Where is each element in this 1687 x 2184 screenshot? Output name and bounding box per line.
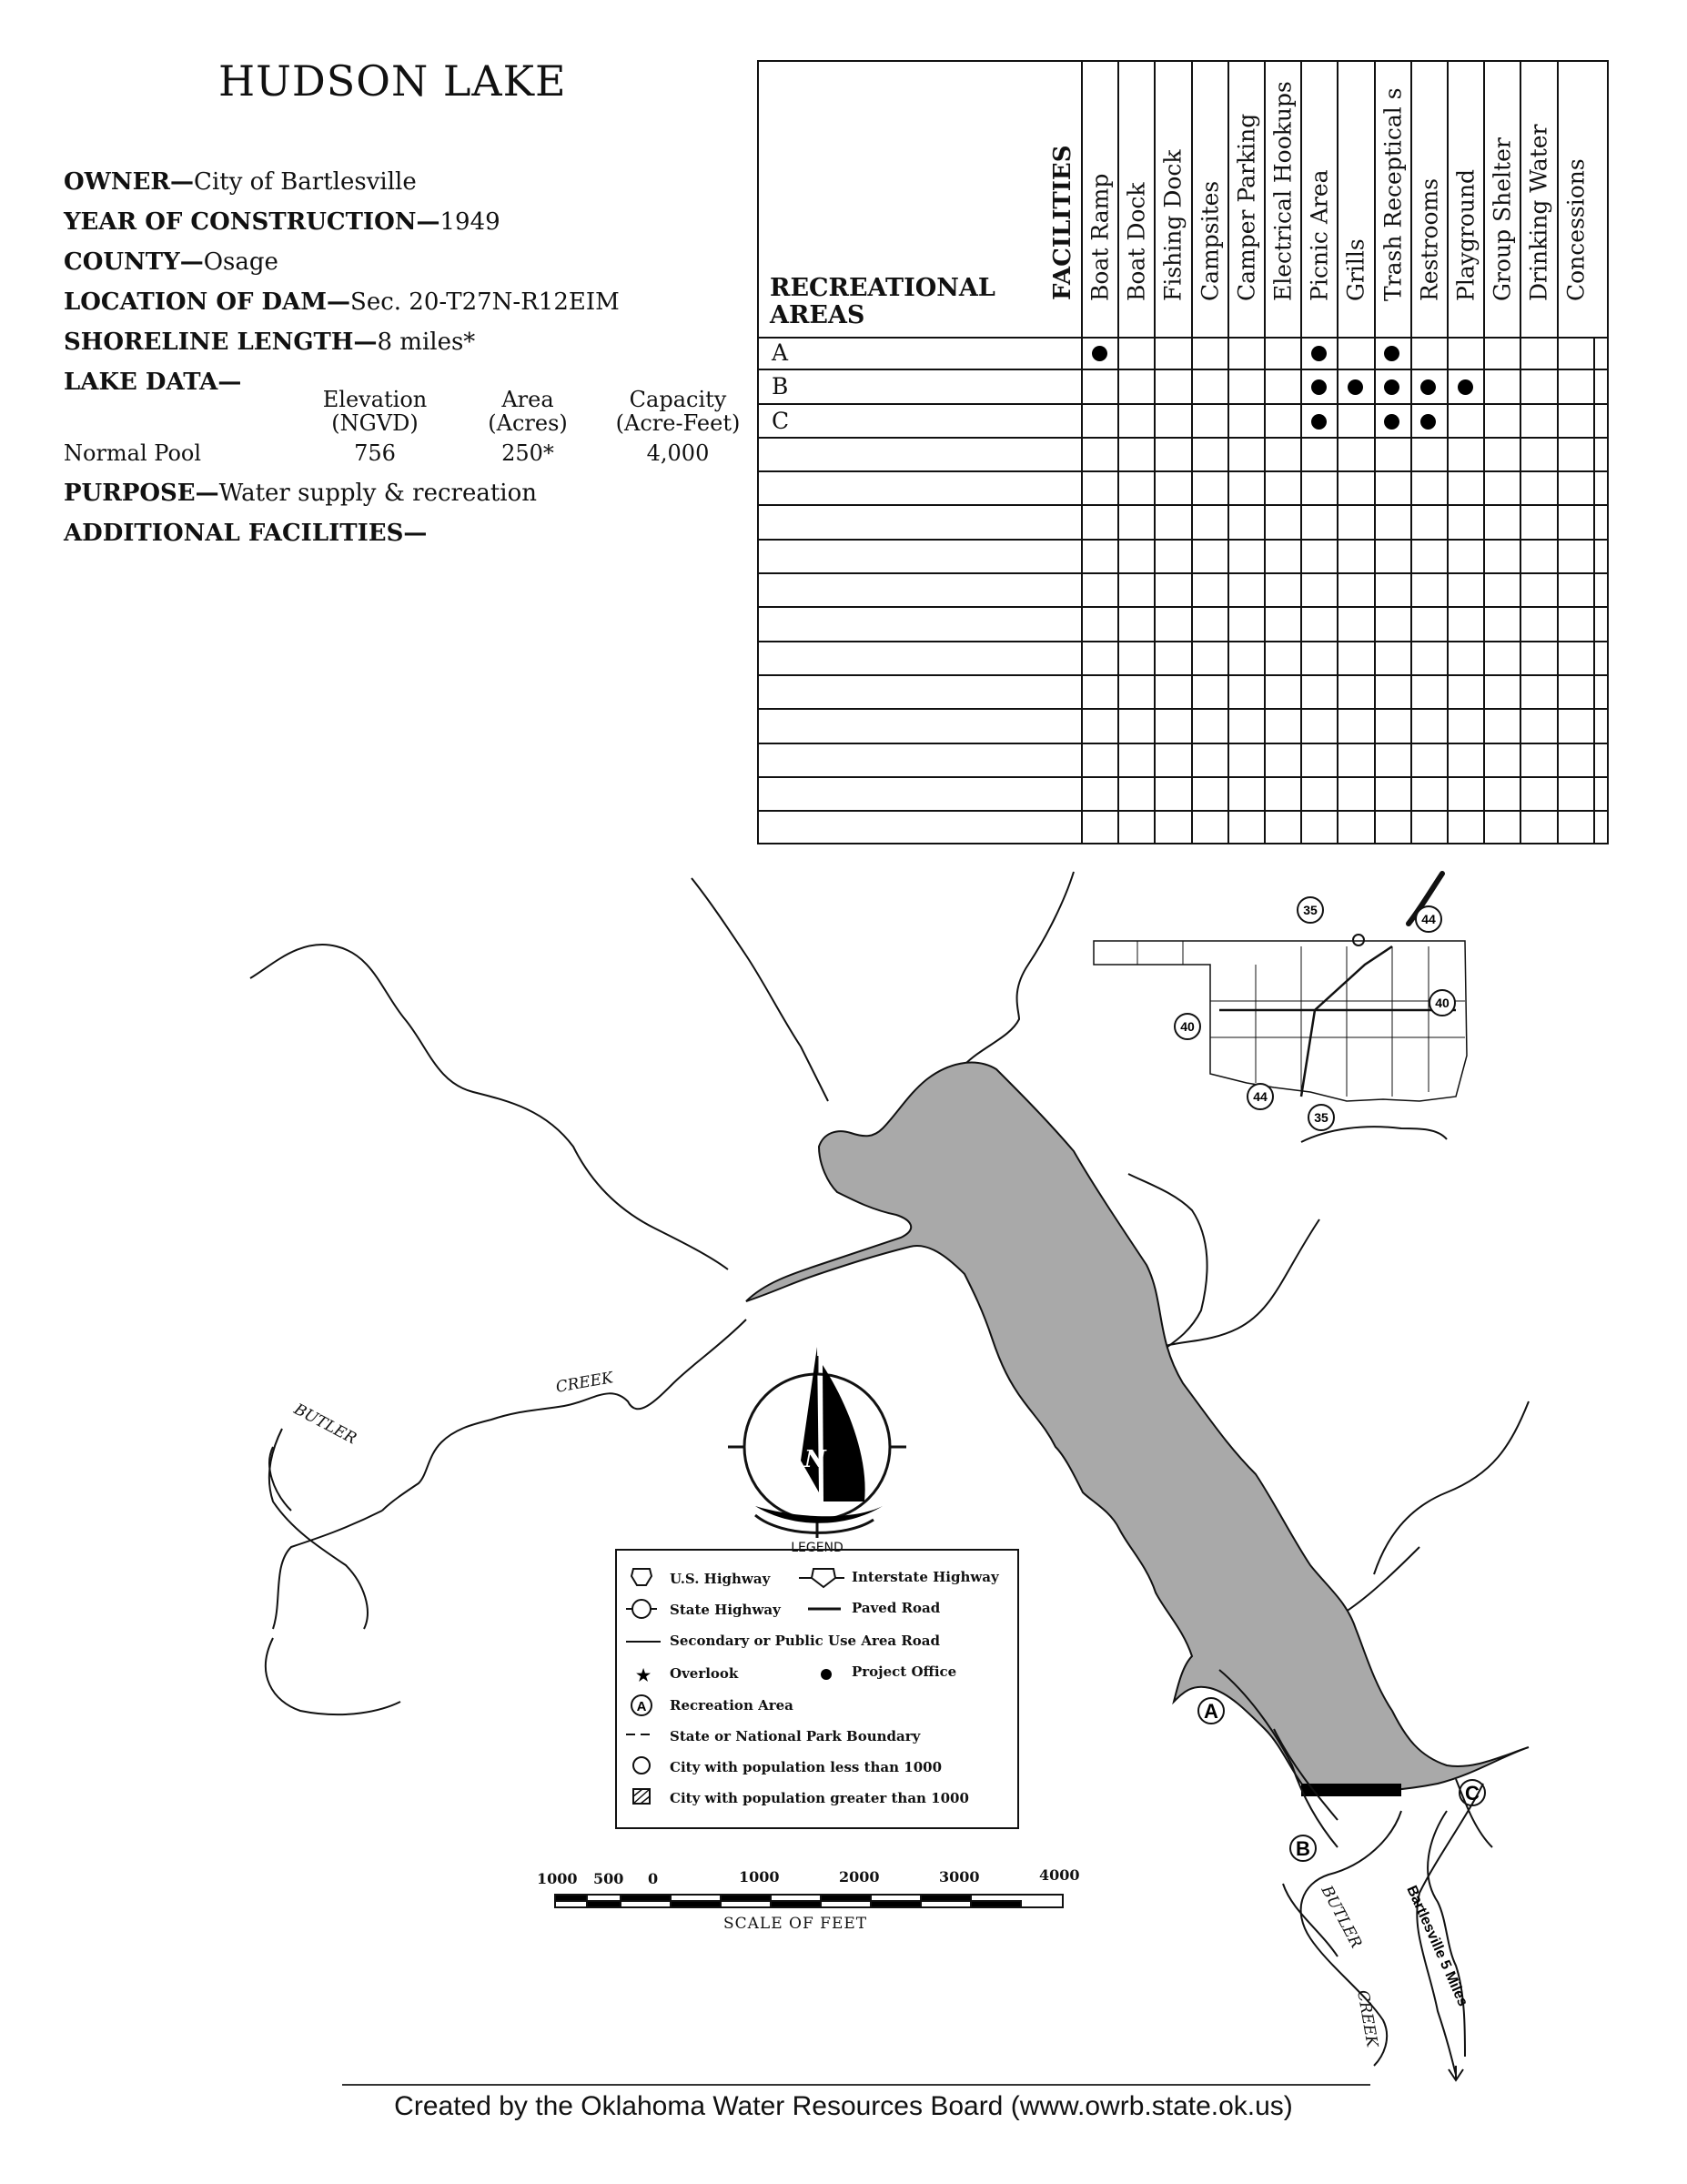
table-row [759, 507, 1607, 541]
facility-label-6: Picnic Area [1306, 169, 1333, 301]
hwy-35-bottom: 35 [1314, 1110, 1328, 1125]
facility-dot [1420, 414, 1436, 430]
elevation-value: 756 [354, 440, 396, 466]
facility-dot [1420, 379, 1436, 395]
creek-label-3: BUTLER [1317, 1882, 1366, 1952]
location-row: LOCATION OF DAM—Sec. 20-T27N-R12EIM [64, 288, 620, 316]
facility-label-11: Group Shelter [1489, 137, 1516, 301]
project-office-icon [821, 1669, 832, 1680]
hwy-44-bottom: 44 [1253, 1089, 1268, 1104]
lake-info [64, 162, 620, 402]
compass-n-label: N [804, 1446, 826, 1473]
area-label: A [772, 339, 789, 366]
hwy-40-left: 40 [1180, 1019, 1195, 1034]
area-label: C [772, 407, 790, 434]
legend-paved-road: Paved Road [852, 1600, 941, 1616]
facility-label-0: Boat Ramp [1086, 173, 1114, 301]
facilities-header [1045, 62, 1081, 337]
facility-dot [1311, 346, 1327, 361]
legend-park-boundary: State or National Park Boundary [670, 1728, 921, 1744]
table-row [759, 541, 1607, 574]
facility-header-8 [1374, 62, 1410, 337]
table-row [759, 608, 1607, 642]
lake-info-2 [64, 473, 537, 553]
facility-label-2: Fishing Dock [1159, 149, 1187, 301]
normal-pool-label: Normal Pool [64, 440, 202, 466]
table-row [759, 472, 1607, 506]
legend-recreation-area: Recreation Area [670, 1697, 793, 1714]
facilities-label: FACILITIES [1049, 145, 1076, 300]
facility-dot [1384, 346, 1399, 361]
creek-label-1: CREEK [554, 1369, 615, 1397]
scale-tick-1000-left: 1000 [537, 1870, 578, 1887]
table-row [759, 642, 1607, 676]
scale-title: SCALE OF FEET [723, 1915, 868, 1933]
footer-credit: Created by the Oklahoma Water Resources Board (www.owrb.state.ok.us) [394, 2091, 1293, 2121]
recreational-areas-label: RECREATIONAL AREAS [770, 274, 995, 329]
facility-label-7: Grills [1342, 238, 1369, 301]
purpose-row: PURPOSE—Water supply & recreation [64, 480, 538, 507]
facility-header-10 [1447, 62, 1483, 337]
scale-tick-4000: 4000 [1039, 1866, 1080, 1884]
facility-label-1: Boat Dock [1123, 182, 1150, 301]
compass-icon [728, 1347, 906, 1538]
table-row [759, 574, 1607, 608]
facility-label-5: Electrical Hookups [1269, 81, 1297, 301]
area-value: 250* [501, 440, 554, 466]
facility-header-2 [1154, 62, 1190, 337]
table-row [759, 812, 1607, 845]
year-row: YEAR OF CONSTRUCTION—1949 [64, 208, 500, 236]
facility-header-7 [1337, 62, 1373, 337]
scale-tick-2000: 2000 [839, 1868, 880, 1886]
facility-dot [1092, 346, 1107, 361]
legend-symbols [617, 1551, 1017, 1824]
owner-row: OWNER—City of Bartlesville [64, 168, 417, 196]
scale-tick-1000: 1000 [739, 1868, 780, 1886]
table-row [759, 370, 1607, 404]
facility-header-6 [1300, 62, 1337, 337]
legend-overlook: Overlook [670, 1665, 739, 1682]
legend-secondary-road: Secondary or Public Use Area Road [670, 1633, 941, 1649]
footer-divider [342, 2084, 1370, 2086]
scale-tick-3000: 3000 [939, 1868, 980, 1886]
facility-dot [1348, 379, 1363, 395]
creek-label-4: CREEK [1353, 1988, 1381, 2049]
shoreline-row: SHORELINE LENGTH—8 miles* [64, 329, 476, 356]
area-label: B [772, 373, 789, 400]
lake-map [0, 855, 1687, 2093]
capacity-value: 4,000 [646, 440, 710, 466]
scale-bar [555, 1895, 1063, 1907]
legend-small-city: City with population less than 1000 [670, 1759, 943, 1775]
facility-label-9: Restrooms [1416, 177, 1443, 301]
elevation-header: Elevation (NGVD) [322, 387, 428, 436]
facility-label-13: Concessions [1562, 158, 1590, 301]
scale-tick-500: 500 [593, 1870, 624, 1887]
facility-header-1 [1117, 62, 1154, 337]
table-row [759, 439, 1607, 472]
facilities-table [757, 60, 1609, 844]
facility-header-5 [1264, 62, 1300, 337]
facility-header-3 [1191, 62, 1227, 337]
facility-header-12 [1520, 62, 1556, 337]
legend-project-office: Project Office [852, 1663, 957, 1680]
lake-data-heading: LAKE DATA— [64, 369, 242, 396]
hwy-44-top: 44 [1421, 912, 1436, 926]
legend-us-highway: U.S. Highway [670, 1571, 771, 1587]
facility-label-8: Trash Receptical s [1379, 87, 1407, 301]
area-header: Area (Acres) [488, 387, 568, 436]
overlook-icon: ★ [636, 1666, 652, 1685]
facility-header-11 [1483, 62, 1520, 337]
area-a-label: A [1204, 1700, 1218, 1723]
scale-tick-0: 0 [648, 1870, 659, 1887]
facility-header-4 [1227, 62, 1264, 337]
legend-large-city: City with population greater than 1000 [670, 1790, 969, 1806]
table-row [759, 676, 1607, 710]
oklahoma-inset [1094, 874, 1467, 1101]
facility-dot [1311, 379, 1327, 395]
stream-lines [250, 872, 1529, 2066]
table-row [759, 744, 1607, 778]
legend-interstate: Interstate Highway [852, 1569, 999, 1585]
facility-dot [1384, 414, 1399, 430]
bartlesville-road-label: Bartlesville 5 Miles [1403, 1883, 1471, 2009]
table-row [759, 778, 1607, 812]
area-b-label: B [1296, 1837, 1310, 1860]
hwy-40-right: 40 [1435, 996, 1450, 1010]
facility-label-10: Playground [1452, 168, 1480, 301]
facility-dot [1458, 379, 1473, 395]
recreation-area-icon: A [636, 1699, 647, 1714]
county-row: COUNTY—Osage [64, 248, 278, 276]
facilities-table-header [759, 62, 1607, 339]
area-c-label: C [1465, 1782, 1480, 1805]
table-row [759, 405, 1607, 439]
facility-header-0 [1081, 62, 1117, 337]
facility-header-13 [1557, 62, 1593, 337]
legend-title: LEGEND [791, 1541, 844, 1555]
facility-label-4: Camper Parking [1233, 113, 1260, 301]
table-row [759, 337, 1607, 370]
facility-dot [1311, 414, 1327, 430]
creek-label-2: BUTLER [290, 1400, 359, 1449]
facility-label-12: Drinking Water [1525, 124, 1552, 301]
map-legend [615, 1541, 1019, 1829]
additional-facilities-row: ADDITIONAL FACILITIES— [64, 520, 428, 547]
facility-dot [1384, 379, 1399, 395]
hwy-35-top: 35 [1303, 903, 1318, 917]
page-title: HUDSON LAKE [218, 56, 567, 106]
facility-header-9 [1410, 62, 1447, 337]
table-row [759, 710, 1607, 743]
capacity-header: Capacity (Acre-Feet) [615, 387, 741, 436]
facility-label-3: Campsites [1197, 180, 1224, 301]
legend-state-highway: State Highway [670, 1602, 781, 1618]
